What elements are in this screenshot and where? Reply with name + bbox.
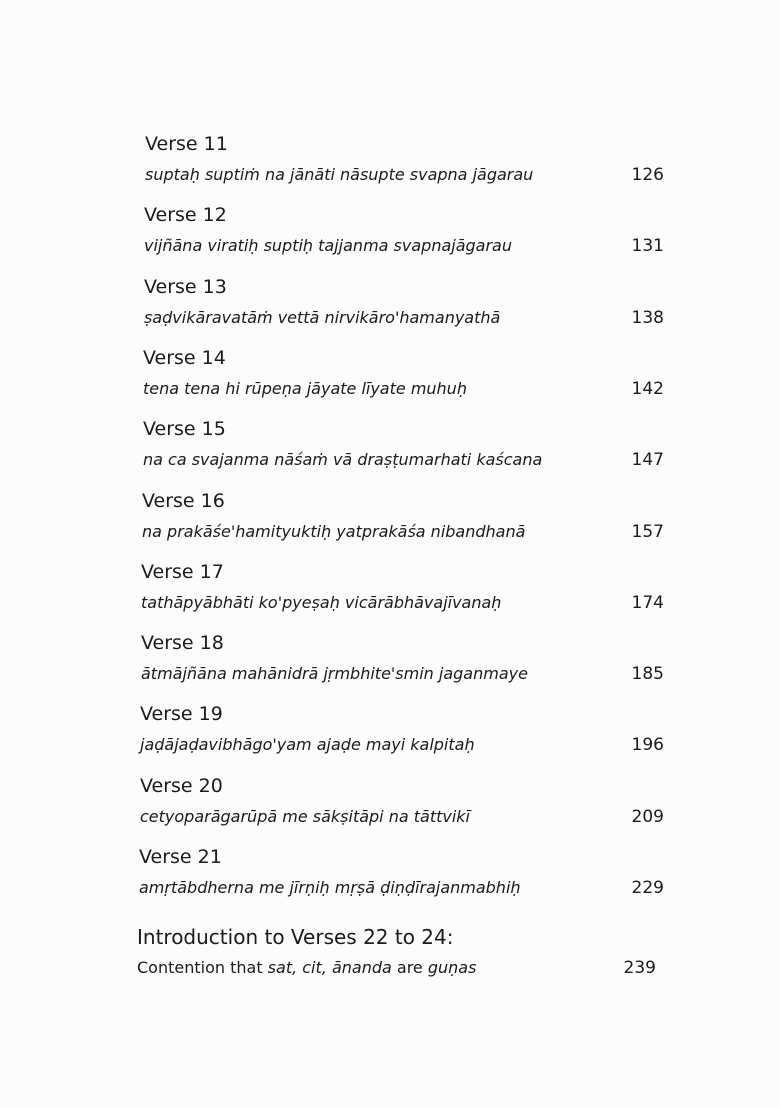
entry-page-number: 174 (631, 593, 664, 613)
entry-subtitle: ṣaḍvikāravatāṁ vettā nirvikāro'hamanyathā (144, 308, 501, 327)
entry-subtitle: jaḍājaḍavibhāgo'yam ajaḍe mayi kalpitaḥ (140, 735, 475, 754)
entry-heading: Verse 12 (144, 204, 227, 226)
entry-page-number: 185 (631, 664, 664, 684)
subtitle-mid: are (391, 958, 428, 977)
entry-page-number: 147 (631, 450, 664, 470)
entry-heading: Verse 14 (143, 347, 226, 369)
entry-page-number: 131 (631, 236, 664, 256)
toc-entry-verse (0, 417, 780, 477)
entry-heading: Verse 15 (143, 418, 226, 440)
entry-heading: Verse 17 (141, 561, 224, 583)
entry-page-number: 229 (631, 878, 664, 898)
entry-page-number: 239 (623, 958, 656, 978)
toc-entry-verse (0, 631, 780, 691)
entry-heading: Verse 21 (139, 846, 222, 868)
entry-subtitle: amṛtābdherna me jīrṇiḥ mṛṣā ḍiṇḍīrajanmabhiḥ (139, 878, 521, 897)
toc-entry-verse (0, 489, 780, 549)
entry-subtitle (137, 957, 476, 979)
entry-heading: Verse 13 (144, 276, 227, 298)
toc-entry-verse (0, 346, 780, 406)
entry-heading: Verse 11 (145, 133, 228, 155)
entry-heading: Introduction to Verses 22 to 24: (137, 925, 454, 949)
toc-entry-introduction (0, 925, 780, 985)
subtitle-end: guṇas (427, 958, 477, 977)
entry-subtitle: ātmājñāna mahānidrā jṛmbhite'smin jaganmaye (141, 664, 528, 683)
entry-subtitle: vijñāna viratiḥ suptiḥ tajjanma svapnajāgarau (144, 236, 512, 255)
subtitle-lead: Contention that (137, 958, 268, 977)
subtitle-terms: sat, cit, ānanda (267, 958, 392, 977)
entry-subtitle: na ca svajanma nāśaṁ vā draṣṭumarhati kaścana (143, 450, 543, 469)
toc-entry-verse (0, 275, 780, 335)
entry-heading: Verse 20 (140, 775, 223, 797)
entry-page-number: 196 (631, 735, 664, 755)
toc-entry-verse (0, 774, 780, 834)
entry-heading: Verse 18 (141, 632, 224, 654)
entry-heading: Verse 16 (142, 490, 225, 512)
entry-subtitle: tena tena hi rūpeṇa jāyate līyate muhuḥ (143, 379, 467, 398)
toc-entry-verse (0, 560, 780, 620)
toc-entry-verse (0, 203, 780, 263)
entry-page-number: 138 (631, 308, 664, 328)
entry-subtitle: suptaḥ suptiṁ na jānāti nāsupte svapna jāgarau (145, 165, 534, 184)
entry-page-number: 126 (631, 165, 664, 185)
entry-heading: Verse 19 (140, 703, 223, 725)
entry-page-number: 142 (631, 379, 664, 399)
toc-entry-verse (0, 845, 780, 905)
entry-subtitle: tathāpyābhāti ko'pyeṣaḥ vicārābhāvajīvanaḥ (141, 593, 502, 612)
entry-page-number: 209 (631, 807, 664, 827)
entry-subtitle: cetyoparāgarūpā me sākṣitāpi na tāttvikī (140, 807, 470, 826)
toc-entry-verse (0, 132, 780, 192)
entry-subtitle: na prakāśe'hamityuktiḥ yatprakāśa nibandhanā (142, 522, 526, 541)
entry-page-number: 157 (631, 522, 664, 542)
toc-entry-verse (0, 702, 780, 762)
